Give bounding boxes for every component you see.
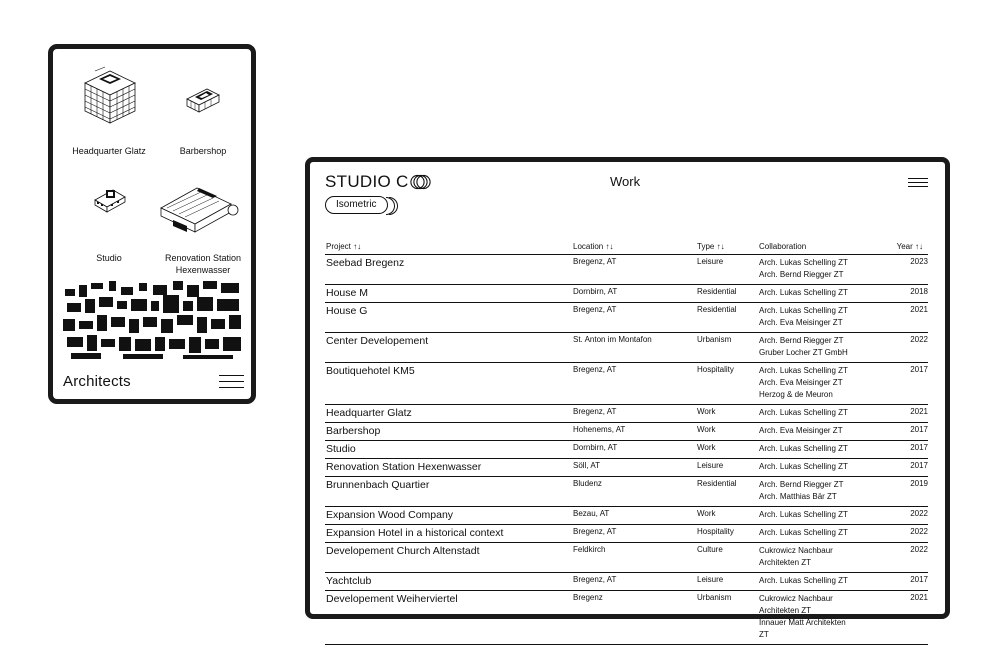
isometric-building-icon <box>75 61 145 131</box>
row-divider <box>325 332 928 333</box>
location-cell: Bregenz, AT <box>573 365 617 374</box>
row-divider <box>325 302 928 303</box>
collaboration-cell: Arch. Lukas Schelling ZT Arch. Eva Meisinger ZT Herzog & de Meuron <box>759 366 848 399</box>
year-cell: 2018 <box>910 287 928 296</box>
collaboration-cell: Arch. Lukas Schelling ZT <box>759 462 848 471</box>
table-row[interactable] <box>310 335 950 365</box>
project-cell: House G <box>326 305 368 317</box>
collaboration-cell: Cukrowicz Nachbaur Architekten ZT Innauer Matt Architekten ZT <box>759 594 846 639</box>
type-cell: Work <box>697 443 716 452</box>
type-cell: Leisure <box>697 461 724 470</box>
row-divider <box>325 440 928 441</box>
row-divider <box>325 506 928 507</box>
location-cell: Bregenz, AT <box>573 527 617 536</box>
row-divider <box>325 590 928 591</box>
row-divider <box>325 644 928 645</box>
project-card-label: Studio <box>96 253 122 263</box>
project-cell: Expansion Wood Company <box>326 509 454 521</box>
black-plan-map-image <box>63 281 243 359</box>
location-cell: Bregenz, AT <box>573 575 617 584</box>
isometric-building-icon <box>89 184 129 218</box>
type-cell: Work <box>697 425 716 434</box>
year-cell: 2022 <box>910 527 928 536</box>
year-cell: 2017 <box>910 461 928 470</box>
row-divider <box>325 476 928 477</box>
row-divider <box>325 404 928 405</box>
table-row[interactable] <box>310 305 950 335</box>
isometric-building-icon <box>157 182 241 238</box>
sort-header-location[interactable]: Location ↑↓ <box>573 242 614 251</box>
type-cell: Hospitality <box>697 365 734 374</box>
mobile-hamburger-menu-icon[interactable] <box>219 375 244 388</box>
year-cell: 2021 <box>910 407 928 416</box>
page-title: Work <box>610 174 641 189</box>
project-cell: Barbershop <box>326 425 381 437</box>
type-cell: Residential <box>697 479 737 488</box>
project-cell: Developement Weiherviertel <box>326 593 458 605</box>
table-row[interactable] <box>310 365 950 407</box>
collaboration-cell: Arch. Eva Meisinger ZT <box>759 426 843 435</box>
table-row[interactable] <box>310 593 950 647</box>
sort-header-year[interactable]: Year ↑↓ <box>896 242 923 251</box>
collaboration-cell: Arch. Lukas Schelling ZT <box>759 288 848 297</box>
type-cell: Leisure <box>697 575 724 584</box>
type-cell: Residential <box>697 287 737 296</box>
collaboration-cell: Arch. Lukas Schelling ZT <box>759 528 848 537</box>
type-cell: Residential <box>697 305 737 314</box>
table-row[interactable] <box>310 545 950 575</box>
studio-logo[interactable] <box>325 172 432 192</box>
year-cell: 2017 <box>910 365 928 374</box>
row-divider <box>325 362 928 363</box>
collaboration-cell: Arch. Bernd Riegger ZT Arch. Matthias Bär ZT <box>759 480 844 501</box>
desktop-browser-frame <box>305 157 950 639</box>
column-header-collaboration: Collaboration <box>759 242 807 251</box>
table-row[interactable] <box>310 257 950 287</box>
project-card-headquarter-glatz[interactable] <box>59 61 159 159</box>
collaboration-cell: Arch. Lukas Schelling ZT <box>759 408 848 417</box>
year-cell: 2017 <box>910 575 928 584</box>
site-plan-map <box>63 281 243 359</box>
project-cell: Brunnenbach Quartier <box>326 479 430 491</box>
year-cell: 2021 <box>910 593 928 602</box>
project-cell: Developement Church Altenstadt <box>326 545 480 557</box>
collaboration-cell: Arch. Lukas Schelling ZT <box>759 444 848 453</box>
location-cell: Bludenz <box>573 479 602 488</box>
year-cell: 2022 <box>910 335 928 344</box>
row-divider <box>325 422 928 423</box>
year-cell: 2021 <box>910 305 928 314</box>
location-cell: Bezau, AT <box>573 509 610 518</box>
collaboration-cell: Arch. Lukas Schelling ZT Arch. Bernd Riegger ZT <box>759 258 848 279</box>
project-cell: Yachtclub <box>326 575 372 587</box>
year-cell: 2023 <box>910 257 928 266</box>
year-cell: 2022 <box>910 509 928 518</box>
project-card-label: Headquarter Glatz <box>72 146 146 156</box>
location-cell: Feldkirch <box>573 545 606 554</box>
sort-header-type[interactable]: Type ↑↓ <box>697 242 725 251</box>
collaboration-cell: Arch. Lukas Schelling ZT <box>759 510 848 519</box>
project-cell: Expansion Hotel in a historical context <box>326 527 504 539</box>
type-cell: Work <box>697 509 716 518</box>
collaboration-cell: Arch. Lukas Schelling ZT <box>759 576 848 585</box>
mobile-brand-title: Architects <box>63 373 131 390</box>
row-divider <box>325 524 928 525</box>
desktop-hamburger-menu-icon[interactable] <box>908 178 928 187</box>
toggle-label: Isometric <box>325 196 388 214</box>
logo-text: STUDIO C <box>325 172 409 191</box>
sort-header-project[interactable]: Project ↑↓ <box>326 242 362 251</box>
type-cell: Urbanism <box>697 593 732 602</box>
project-cell: Studio <box>326 443 356 455</box>
project-card-studio[interactable] <box>59 174 159 264</box>
location-cell: Bregenz, AT <box>573 407 617 416</box>
project-cell: Headquarter Glatz <box>326 407 412 419</box>
location-cell: Bregenz, AT <box>573 305 617 314</box>
project-cell: Renovation Station Hexenwasser <box>326 461 482 473</box>
project-card-renovation-station-hexenwasser[interactable] <box>153 174 253 274</box>
isometric-building-icon <box>183 85 223 117</box>
year-cell: 2017 <box>910 443 928 452</box>
year-cell: 2017 <box>910 425 928 434</box>
mobile-device-frame <box>48 44 256 404</box>
project-cell: Center Developement <box>326 335 429 347</box>
type-cell: Leisure <box>697 257 724 266</box>
type-cell: Work <box>697 407 716 416</box>
row-divider <box>325 542 928 543</box>
row-divider <box>325 284 928 285</box>
type-cell: Culture <box>697 545 723 554</box>
logo-rings-icon <box>410 174 432 190</box>
type-cell: Hospitality <box>697 527 734 536</box>
table-row[interactable] <box>310 479 950 509</box>
row-divider <box>325 458 928 459</box>
year-cell: 2019 <box>910 479 928 488</box>
project-card-label: Renovation Station Hexenwasser <box>164 253 242 275</box>
row-divider <box>325 254 928 255</box>
location-cell: Söll, AT <box>573 461 600 470</box>
row-divider <box>325 572 928 573</box>
location-cell: Bregenz <box>573 593 603 602</box>
location-cell: Hohenems, AT <box>573 425 626 434</box>
year-cell: 2022 <box>910 545 928 554</box>
project-card-barbershop[interactable] <box>153 61 253 159</box>
location-cell: St. Anton im Montafon <box>573 335 652 344</box>
location-cell: Bregenz, AT <box>573 257 617 266</box>
project-card-label: Barbershop <box>179 146 227 156</box>
type-cell: Urbanism <box>697 335 732 344</box>
collaboration-cell: Cukrowicz Nachbaur Architekten ZT <box>759 546 833 567</box>
location-cell: Dornbirn, AT <box>573 443 618 452</box>
project-cell: House M <box>326 287 369 299</box>
collaboration-cell: Arch. Lukas Schelling ZT Arch. Eva Meisinger ZT <box>759 306 848 327</box>
location-cell: Dornbirn, AT <box>573 287 618 296</box>
collaboration-cell: Arch. Bernd Riegger ZT Gruber Locher ZT GmbH <box>759 336 848 357</box>
project-cell: Seebad Bregenz <box>326 257 405 269</box>
project-cell: Boutiquehotel KM5 <box>326 365 415 377</box>
